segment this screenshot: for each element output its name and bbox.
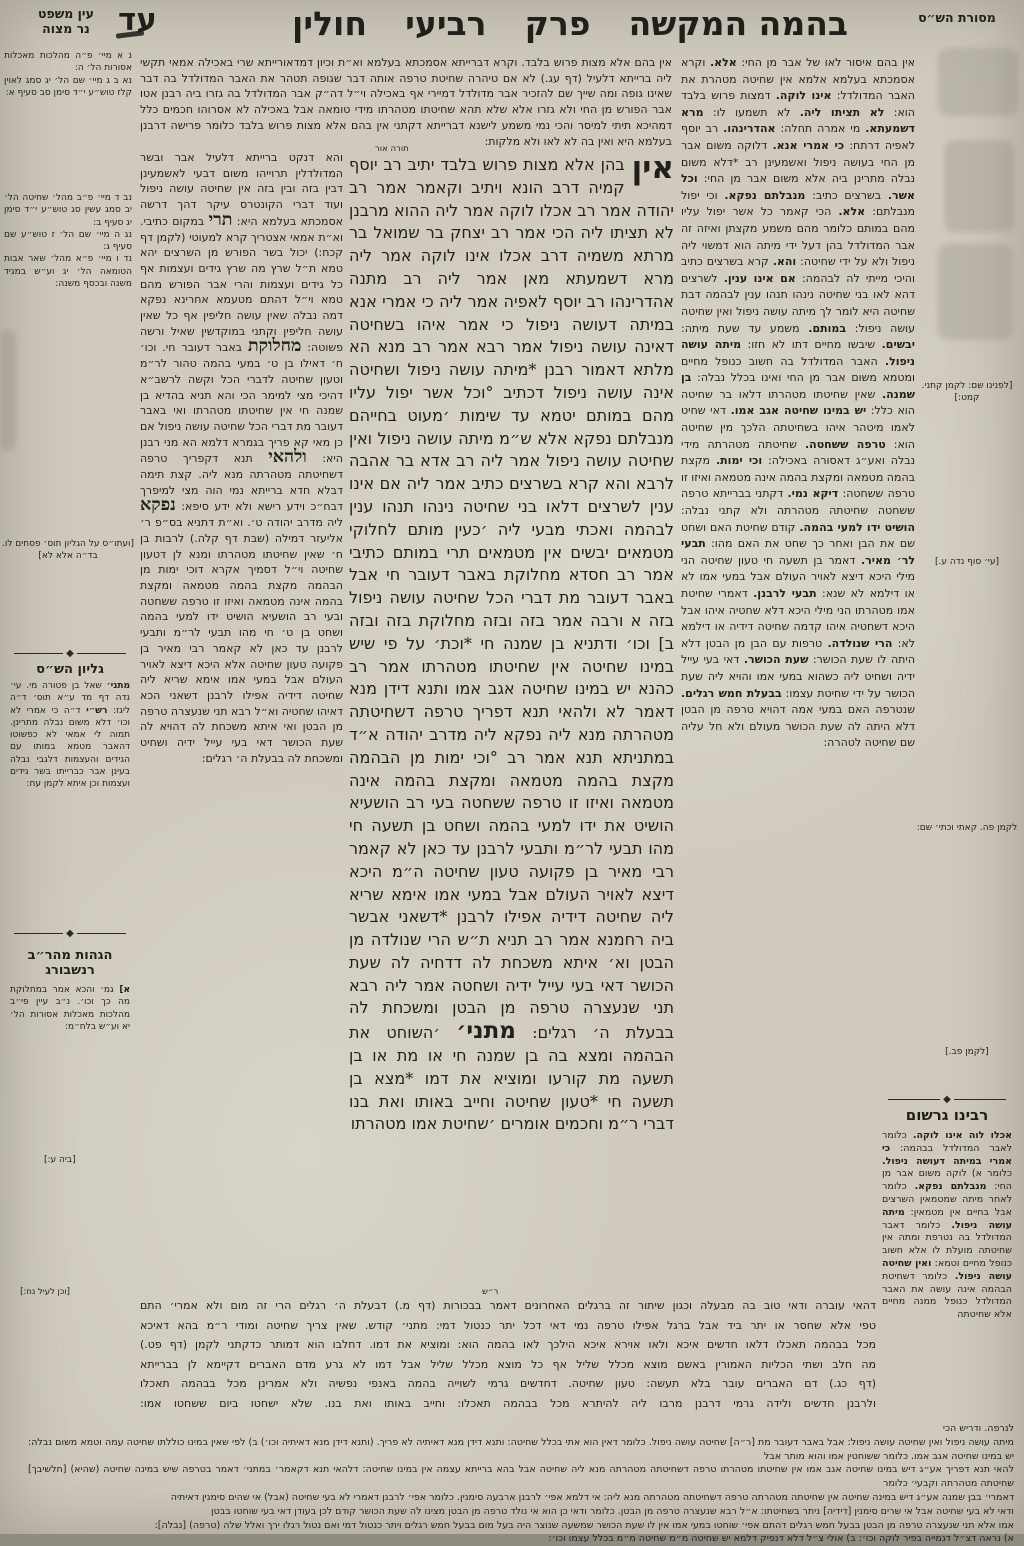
ornament-glyph: ◆ — [943, 1094, 951, 1105]
chapter-name: בהמה המקשה — [628, 4, 848, 43]
bleed-through-blob — [938, 244, 1012, 340]
ein-mishpat-line1: עין משפט — [38, 6, 94, 21]
footnote-lead-line: לנרפה. ודריש הכי — [942, 1423, 1014, 1434]
gemara-body-text: בהן אלא מצות פרוש בלבד יתיב רב יוסף קמיה דרב הונא ויתיב וקאמר אמר רב יהודה אמר רב אכלו לוקה אמר ליה ההוא מרבנן לא תציתו ליה הכי אמר רב יצחק בר שמואל בר מרתא משמיה דרב אכלו אינו לוקה אמר ליה מרא דשמעתא מאן אמר ליה רב מתנה אהדרינהו רב יוסף לאפיה אמר ליה כי אמרי אנא במיתה דעושה ניפול כי אמר איהו בשחיטה דאינה עושה ניפול אמר רבא אמר רב מנא הא מלתא דאמור רבנן *מיתה עושה ניפול ושחיטה אינה עושה ניפול דכתיב °וכל אשר יפול עליו מהם במותם יטמא עד שימות ׳מעוט בחייהם מנבלתם נפקא אלא ש״מ מיתה עושה ניפול ואין שחיטה עושה ניפול אמר ליה רב אדא בר אהבה לרבא והא קרא בשרצים כתיב אמר ליה אם אינו ענין לשרצים דלאו בני שחיטה נינהו תנהו ענין לבהמה ואכתי מבעי ליה ׳כעין מותם לחלוקי מטמאים יבשים אין מטמאים תרי במותם כתיבי אמר רב חסדא מחלוקת באבר דעובר חי אבל באבר דעובר מת דברי הכל שחיטה עושה ניפול בזה א ורבה אמר בזה ובזה מחלוקת בזה ובזה ב] וכו׳ ודתניא בן שמנה חי *וכת׳ על פי שיש במינו שחיטה אין שחיטתו מטהרתו אמר רב כהנא יש במינו שחיטה אגב אמו ותנא דידן מנא דאמר לא ולהאי תנא דפריך טרפה דשחיטתה מטהרתה מנא ליה נפקא ליה מדרב יהודה א״ד במתניתא תנא אמר רב °וכי ימות מן הבהמה מקצת בהמה מטמאה ומקצת בהמה אינה מטמאה ואיזו זו טרפה ששחטה בעי רב הושעיא הושיט את ידו למעי בהמה ושחט בן תשעה חי מהו תבעי לר״מ ותבעי לרבנן עד כאן לא קאמר רבי מאיר בן פקועה טעון שחיטה ה״מ היכא דיצא לאויר העולם אבל במעי אמו אימא שריא ליה שחיטה דידיה אפילו לרבנן *דשאני אבשר ביה רחמנא אמר רב תניא ת״ש הרי שנולדה מן הבטן וא׳ איתא משכחת לה דדחיה לה שעת הכושר דאי בעי עייל ידיה ושחטה אמר ליה רבא תני שנעצרה טרפה מן הבטן ומשכחת לה בבעלת ה׳ רגלים: — [349, 155, 674, 1043]
margin-note-left-bracket: [ועתו״ס על הגליון תוס׳ פסחים לו. בד״ה אלא לא] — [2, 539, 134, 562]
mishnah-lead: מתני׳ — [456, 1017, 516, 1045]
rashi-column: אין בהם איסור לאו של אבר מן החי: אלא. וקרא אסמכתא בעלמא אלמא אין שחיטה מטהרת את האבר המדולדל: אינו לוקה. דמצות פרוש בלבד הוא: לא תציתו ליה. לא תשמעו לו: מרא דשמעתא. מי אמרה תחלה: אהדרינהו. רב יוסף לאפיה דרתח: כי אמרי אנא. דלוקה משום אבר מן החי בעושה ניפול ואשמעינן רב *דלא משום נבלה מתרינן ביה אלא משום אבר מן החי: וכל אשר. בשרצים כתיב: מנבלתם נפקא. וכי יפול מנבלתם: אלא. הכי קאמר כל אשר יפול עליו מהם במותם כלומר מהם משמע מקצתן ואיזה זה אבר המדולדל בהן דעל ידי מיתה הוא דמשוי ליה ניפול ולא על ידי שחיטה: והא. קרא בשרצים כתיב והיכי מייתי לה לבהמה: אם אינו ענין. לשרצים דהא לאו בני שחיטה נינהו תנהו ענין לבהמה דבת שחיטה היא לומר לך מיתה עושה ניפול ואין שחיטה עושה ניפול: במותם. משמע עד שעת מיתה: יבשים. שיבשו מחיים דתו לא חזו: מיתה עושה ניפול. האבר המדולדל בה חשוב כנופל מחיים ומטמא משום אבר מן החי ואינו בכלל נבלה: בן שמנה. שאין שחיטתו מטהרתו דלאו בר שחיטה הוא כלל: יש במינו שחיטה אגב אמו. דאי שחיט לאמו מיטהר איהו בשחיטתה הלכך מין שחיטה הוא: טרפה ששחטה. שחיטתה מטהרתה מידי נבלה ואע״ג דאסורה באכילה: וכי ימות. מקצת בהמה מטמאה ומקצת בהמה אינה מטמאה ואיזו זו טרפה ששחטה: דיקא נמי. דקתני בברייתא טרפה ששחטה שחיטתה מטהרתה ולא קתני נבלה: הושיט ידו למעי בהמה. קודם שחיטת האם ושחט שם את הבן ואחר כך שחט את האם מהו: תבעי לר׳ מאיר. דאמר בן תשעה חי טעון שחיטה הני מילי היכא דיצא לאויר העולם אבל במעי אמו לא או דילמא לא שנא: תבעי לרבנן. דאמרי שחיטת אמו מטהרתו הני מילי היכא דלא שחטיה איהו אבל היכא דשחטיה איהו קדמה שחיטה דידיה או דילמא לא: הרי שנולדה. טרפות עם הבן מן הבטן דלא היתה לו שעת הכושר: שעת הכושר. דאי בעי עייל ידיה ושחיט ליה כשהוא במעי אמו והויא ליה שעת הכושר על ידי שחיטת עצמו: בבעלת חמש רגלים. שנטרפה האם במעי אמה דהויא טרפה מן הבטן דלא היתה לה שעת הכושר מעולם ולא חל עליה שם שחיטה לטהרה: — [681, 56, 916, 750]
footnotes-block — [28, 1422, 1014, 1545]
bottom-wide-commentary: דהאי עוברה ודאי טוב בה מבעלה וכגון שיתור זה ברגלים האחרונים דאמר בבכורות (דף מ.) דבעלת ה׳ רגלים הרי זה מום ולא אמרי׳ התם טפי אלא שחסר או יתר ביד אבל ברגל אפילו טרפה נמי דאי דכל יתר כנטול דמי: מתני׳ קודש. שאין צריך שחיטה ומודי ר״מ בהא דאיכא מכל בבהמה תאכלו דלאו חדשים איכא ולאו אוירא איכא הילכך לאו בהמה הוא: ומוציא את דמו. דחלבו הוא דמותר כדקתני לקמן (דף פט.) מה חלב ושתי הכליות האמורין באשם מוצא מכלל שליל אף כל מוצא מכלל שליל אבל דמו לא גרע מדם האברים דקיימא לן בברייתא (דף כג.) דם האברים עובר בלא תעשה: טעון שחיטה. דחדשים גרמי לשוייה בהמה באנפי נפשיה ולא אמרינן מכל בבהמה תאכלו ולרבנן חדשים ולידה גרמי דרבנן מרבו ליה להיתרא מכל בבהמה תאכלו: וחייב באותו ואת בנו. שלא ישחטו ביום ששחטו אמו: — [140, 1299, 876, 1410]
bleed-through-blob — [944, 140, 1014, 232]
ein-mishpat-line2: נר מצוה — [42, 21, 90, 36]
hagahot-title-line1: הגהות מהר״ב — [27, 948, 113, 963]
margin-note-right-1: [לפנינו שם: לקמן קתני. קמט:] — [921, 381, 1013, 404]
daf-number: עד — [118, 2, 157, 38]
tosafot-column: והא דנקט ברייתא דלעיל אבר ובשר המדולדלין תרוייהו משום דבעי לאשמעינן דבין בזה ובין בזה אין שחיטה עושה ניפול ועוד דברי הקונטרס עיקר דהך דרשה אסמכתא בעלמא היא: תרי במקום כתיבי. וא״ת אמאי אצטריך קרא למעוטי (לקמן דף קכח:) יכול בשר הפורש מן השרצים יהא טמא ת״ל שרץ מה שרץ גידים ועצמות אף כל גידים ועצמות והרי אבר הפורש מהם טמא וי״ל דהתם מטעמא אחרינא נפקא דמה נבלה שאין עושה חליפין אף כל שאין עושה חליפין וקתני במוקדשין שאיל ורשה פשוטה: מחלוקת באבר דעובר חי. וכו׳ ח׳ דאילו בן ט׳ במעי בהמה טהור לר״מ וטעון שחיטה לדברי הכל וקשה לרשב״א דהיכי מצי למימר הכי והא תניא בהדיא בן שמנה חי אין שחיטתו מטהרתו ואי באבר דעובר מת דברי הכל שחיטה עושה ניפול אם כן מאי קא פריך בגמרא דלמא הא מני רבנן היא: ולהאי תנא דקפריך טרפה דשחיטתה מטהרתה מנא ליה. קצת תימה דבלא חדא ברייתא נמי הוה מצי למיפרך דבח״כ וידע רישא ולא ידע סיפא: נפקא ליה מדרב יהודה ט׳. וא״ת דתניא בס״פ ר׳ אליעזר דמילה (שבת דף קלה.) לרבות בן ח׳ שאין שחיטתו מטהרתו ומנא לן דטעון שחיטה וי״ל דסמיך אקרא דוכי ימות מן הבהמה מקצת בהמה מטמאה ומקצת בהמה אינה מטמאה ואיזו זו טרפה ששחטה ובעי רב הושעיא הושיט ידו למעי בהמה ושחט בן ט׳ חי מהו תבעי לר״מ ותבעי לרבנן עד כאן לא קאמר רבי מאיר בן פקועה טעון שחיטה אלא היכא דיצא לאויר העולם אבל במעי אמו אימא שריא ליה שחיטה דידיה אפילו לרבנן דשאני הכא דאיהו שחטיה וא״ל רבא תני שנעצרה טרפה מן הבטן ואי איתא משכחת לה דהויא לה שעת הכושר דאי בעי עייל ידיה ושחיט ומשכחת לה בבעלת ה׳ רגלים: — [140, 151, 343, 765]
mishnah-text: ׳השוחט את הבהמה ומצא בה בן שמנה חי או מת או בן תשעה מת קורעו ומוציא את דמו *מצא בן תשעה חי *טעון שחיטה וחייב באותו ואת בנו דברי ר״מ וחכמים אומרים ׳שחיטת אמו מטהרתו — [349, 1023, 674, 1134]
rabbeinu-gershom-body: אכלו לוה אינו לוקה. כלומר לאבר המדולדל בבהמה: כי אמרי במיתה דעושה ניפול. כלומר א) לוקה משום אבר מן החי: מנבלתם נפקא. כלומר לאחר מיתה שמטמאין השרצים אבל בחיים אין מטמאין: מיתה עושה ניפול. כלומר דאבר המדולדל בה נטרפת ומתה אין שחיטתה מועלת לו אלא חשוב כנופל מחיים וטמא: ואין שחיטה עושה ניפול. כלומר דשחיטת הבהמה אינה עושה את האבר המדולדל כנופל ממנה מחיים אלא שחיטתה — [882, 1130, 1012, 1321]
margin-note-right-4: [לקמן פב.] — [945, 1047, 989, 1057]
hagahot-body: א] גמ׳ והכא אמר במחלוקת מה כך וכו׳. נ״ב עיין פי״ב מהלכות מאכלות אסורות הל׳ יא וע״ש בלח״מ: — [10, 985, 130, 1032]
masechet-name: חולין — [292, 4, 368, 43]
ein-mishpat-entries-1: נ א מיי׳ פ״ה מהלכות מאכלות אסורות הל׳ ה: נא ב ג מיי׳ שם הל׳ יג סמג לאוין קלז טוש״ע י״ד סימן סב סעיף א: — [4, 51, 132, 98]
bleed-through-blob — [938, 48, 1018, 116]
torah-or-label: תורה אור — [375, 144, 409, 154]
page-header-title — [292, 6, 848, 42]
gilyon-hashas-title: גליון הש״ס — [36, 662, 104, 677]
siman-mark: ר״ש — [482, 1287, 499, 1297]
ein-mishpat-corner-label — [6, 6, 126, 36]
ornament-glyph: ◆ — [66, 648, 74, 659]
hagahot-title — [8, 948, 132, 978]
ornament-glyph: ◆ — [66, 928, 74, 939]
margin-note-right-2: [עי׳ סוף נדה ע.] — [935, 557, 999, 567]
perek-word: פרק — [524, 4, 591, 43]
ein-mishpat-entries-2: נב ד מיי׳ פ״ב מהל׳ שחיטה הל׳ יב סמג עשין סג טוש״ע י״ד סימן יג סעיף ב: נג ה מיי׳ שם הל׳ ז טוש״ע שם סעיף ג: נד ו מיי׳ פ״א מהל׳ שאר אבות הטומאה הל׳ יג וע״ש במגיד משנה ובכסף משנה: — [4, 193, 132, 290]
rabbeinu-gershom-title: רבינו גרשום — [905, 1106, 989, 1124]
gilyon-hashas-body: מתני׳ שאל בן פטורה מי. עי׳ נדה דף מד ע״א תוס׳ ד״ה ליגז: רש״י ד״ה כי אמרי לא וכו׳ דלא משום נבלה מתרינן. תמוה לי אמאי לא כפשוטו דהאבר מטמא במותו עם הגידים והעצמות דלגבי נבלה בעינן אבר כברייתו בשר גידים ועצמות וכן איתא לקמן עח: — [10, 681, 130, 790]
gemara-column — [349, 144, 674, 1288]
tosafot-top-block: אין בהם אלא מצות פרוש בלבד. וקרא דברייתא אסמכתא בעלמא וא״ת וכיון דמדאורייתא שרי באכילה אמאי תקשי ליה ברייתא דלעיל (דף עג.) לא אם טיהרה שחיטת טרפה אותה דבר שגופה תטהר את האבר המדולדל בה דבר שאינו גופה ומה שייך שם להזכיר אבר מדולדל דמיירי אף באכילה וי״ל דה״ק אבר המדולדל בה גזרו ביה רבנן אטו אבר הפורש מן החי ולא גזרו אלא שלא תהא שחיטתו מטהרתו מידי טומאה אבל באכילה לא אסרוהו חכמים כלל דמהיכא תיתי למיסר והכי נמי משמע לישנא דברייתא דקתני אין בהם אלא מצות פרוש בלבד כלומר פרישה דרבנן בעלמא היא ואין בה לא לאו ולא מלקות: — [140, 56, 672, 148]
ornament-divider — [14, 648, 126, 659]
ornament-divider — [888, 1094, 1006, 1105]
margin-note-baseline: [וכן לעיל נח:] — [20, 1287, 70, 1297]
margin-note-beha: [ביה ע:] — [44, 1155, 76, 1165]
hagahot-title-line2: רנשבורג — [45, 963, 95, 978]
mesoras-hashas-corner-label: מסורת הש״ס — [918, 10, 996, 25]
gemara-text — [349, 150, 674, 1136]
ornament-divider — [14, 928, 126, 939]
perek-number: רביעי — [405, 4, 487, 43]
bleed-through-blob — [0, 330, 16, 450]
margin-note-right-3: לקמן פה. קאתי וכתי׳ שם: — [916, 823, 1018, 833]
gemara-opening-word: אין — [631, 150, 674, 186]
footnote-lines: מיתה עושה ניפול ואין שחיטה עושה ניפול: אבל באבר דעובר מת [ר״ה] שחיטה עושה ניפול. כלומר דאין הוא אתי בכלל שחיטה: ותנא דידן מנא דאיתיה לא פריך. (ותנא דידן מנא דאיתיה וכו׳) ב) לפי שאין במינו כוללתו שחיטה עמה וטמא משום נבלה: יש במינו שחיטה אגב אמו. כלומר ששוחטין אמו והוא מותר אבל להאי תנא דפריך אע״ג דיש במינו שחיטה אגב אמו אין שחיטתו מטהרתו טרפה דשחיטתה מטהרתה מנא ליה שחיטה אבל בהא ברייתא עצמה אין במינו שחיטה: דלהאי תנא דקאמר׳ במתני׳ דאמר בטרפה שיש במינה שחיטה (שהיא) [חלשיבך] שחיטתה מטהרתה וקבעי׳ כלומר דאמרי׳ בבן שמנה אע״ג דיש במינה שחיטה אין שחיטתה מטהרתה טרפה דשחיטתה מטהרתה מנא ליה: אי דלמא אפי׳ לרבנן ארבעה סימנין. כלומר אפי׳ לרבנן דאמרי לא בעי שחיטה (אבל) אי שהים סימנין דאיתיה ודאי לא בעי שחיטה אבל אי שרים סימנין [דידיה] ניתר בשחיטתו: א״ל רבא שנעצרה טרפה מן הבטן. כלומר ודאי כן הוא אי נולד טרפה מן הבטן מצינו לה שעת הכושר קודם לכן בעודן דאי בעי שוחטו בבטן אמו אלא תני שנעצרה טרפה מן הבטן בבעל חמש רגלים דהתם אפי׳ שוחטו במעי אמו אין לו שעת הכושר שמשעה שנוצר היה בעל מום בבעל חמש רגלים ויתר כנטול דמי ואם נטול רגלו ירך ואלל שלה (טרפה) [נבלה]: א) נראה דצ״ל דנמייה בפיר לוקה וכו׳: ב) אולי צ״ל דלא דנפיק דלמא יש שחיטה מ״מ שחיטה מ״מ בכלל עצמו וכו׳: — [28, 1436, 1014, 1545]
